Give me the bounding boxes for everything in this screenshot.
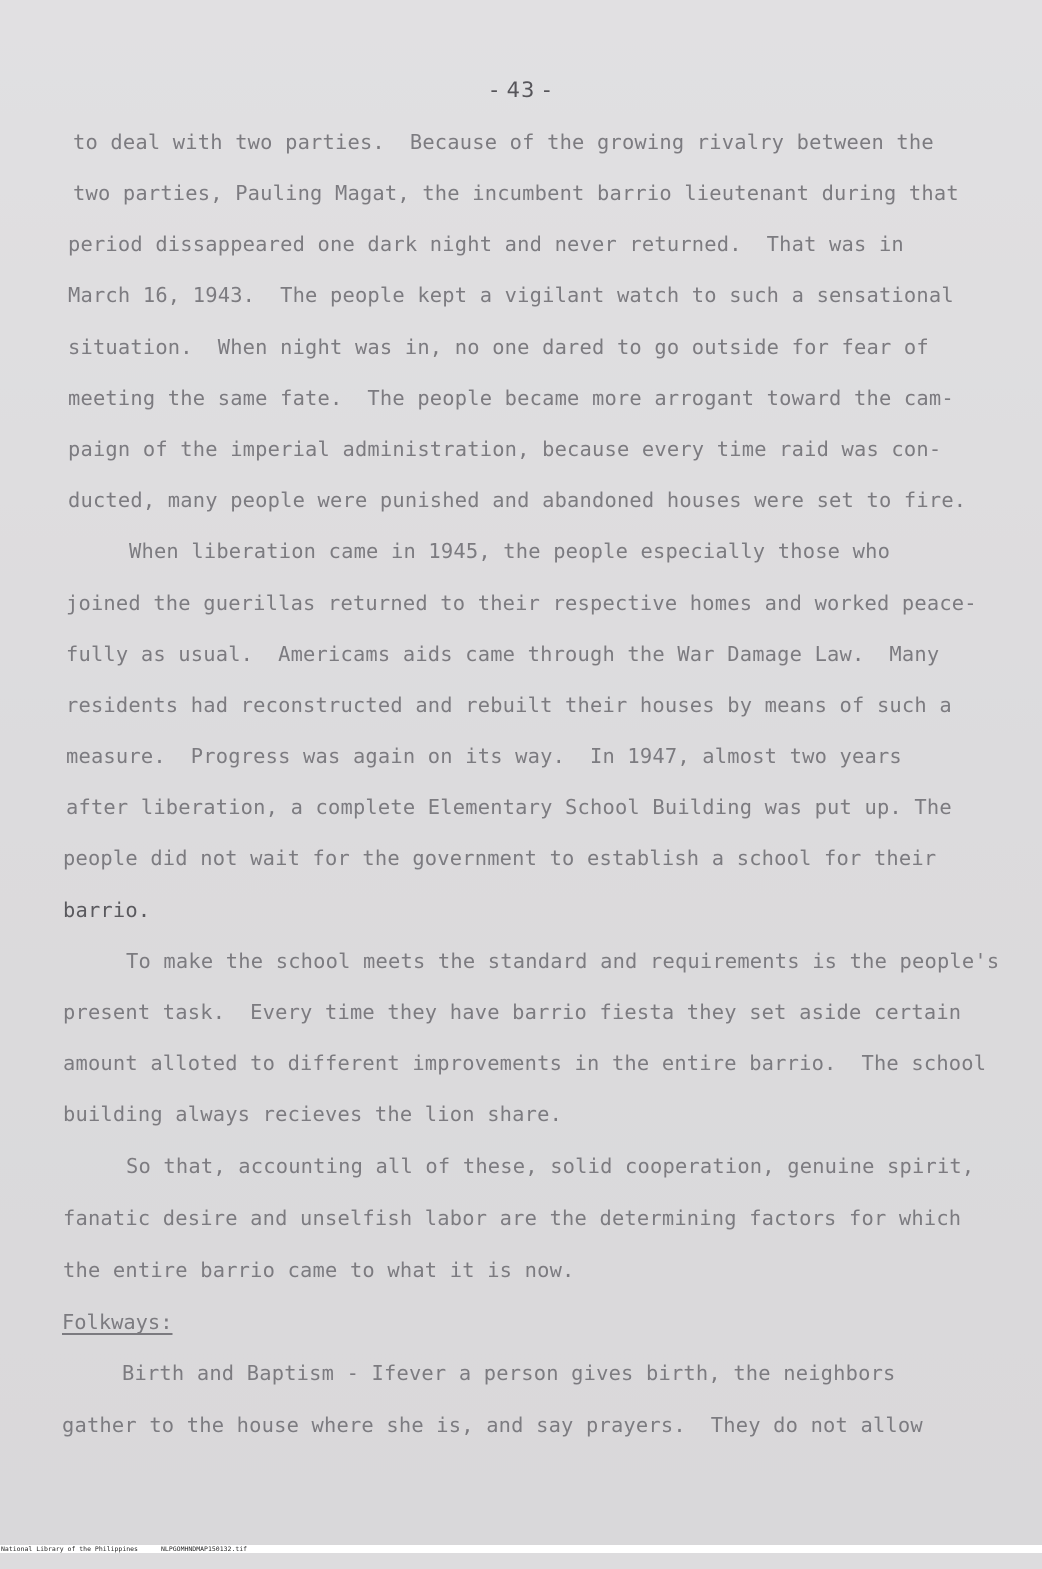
text-line: situation. When night was in, no one dared to go outside for fear of — [68, 335, 929, 359]
text-line: gather to the house where she is, and say prayers. They do not allow — [62, 1413, 923, 1437]
text-line: ducted, many people were punished and abandoned houses were set to fire. — [68, 488, 967, 512]
text-line: When liberation came in 1945, the people especially those who — [129, 539, 891, 563]
text-line: people did not wait for the government to establish a school for their — [63, 846, 937, 870]
text-line: the entire barrio came to what it is now. — [63, 1258, 575, 1282]
text-line: building always recieves the lion share. — [63, 1102, 563, 1126]
text-line: March 16, 1943. The people kept a vigilant watch to such a sensational — [68, 283, 954, 307]
file-name: NLPGOMHNDMAP150132.tif — [161, 1545, 248, 1553]
section-heading: Folkways: — [62, 1310, 173, 1334]
text-line: to deal with two parties. Because of the growing rivalry between the — [73, 130, 934, 154]
text-line: measure. Progress was again on its way. In 1947, almost two years — [66, 744, 902, 768]
text-line: after liberation, a complete Elementary School Building was put up. The — [66, 795, 952, 819]
scan-footer — [0, 1545, 1042, 1553]
page-number: - 43 - — [490, 78, 552, 102]
text-line: fanatic desire and unselfish labor are the determining factors for which — [63, 1206, 962, 1230]
text-line: barrio. — [63, 898, 151, 922]
text-line: So that, accounting all of these, solid cooperation, genuine spirit, — [126, 1154, 975, 1178]
library-credit: National Library of the Philippines — [1, 1545, 138, 1553]
text-line: residents had reconstructed and rebuilt their houses by means of such a — [66, 693, 952, 717]
text-line: two parties, Pauling Magat, the incumbent barrio lieutenant during that — [73, 181, 959, 205]
text-line: Birth and Baptism - Ifever a person gives birth, the neighbors — [122, 1361, 896, 1385]
text-line: paign of the imperial administration, because every time raid was con- — [68, 437, 942, 461]
text-line: To make the school meets the standard and requirements is the people's — [126, 949, 1000, 973]
text-line: joined the guerillas returned to their respective homes and worked peace- — [66, 591, 977, 615]
text-line: present task. Every time they have barrio fiesta they set aside certain — [63, 1000, 962, 1024]
text-line: meeting the same fate. The people became more arrogant toward the cam- — [68, 386, 954, 410]
text-line: amount alloted to different improvements in the entire barrio. The school — [63, 1051, 987, 1075]
text-line: fully as usual. Americams aids came through the War Damage Law. Many — [66, 642, 940, 666]
text-line: period dissappeared one dark night and never returned. That was in — [68, 232, 904, 256]
